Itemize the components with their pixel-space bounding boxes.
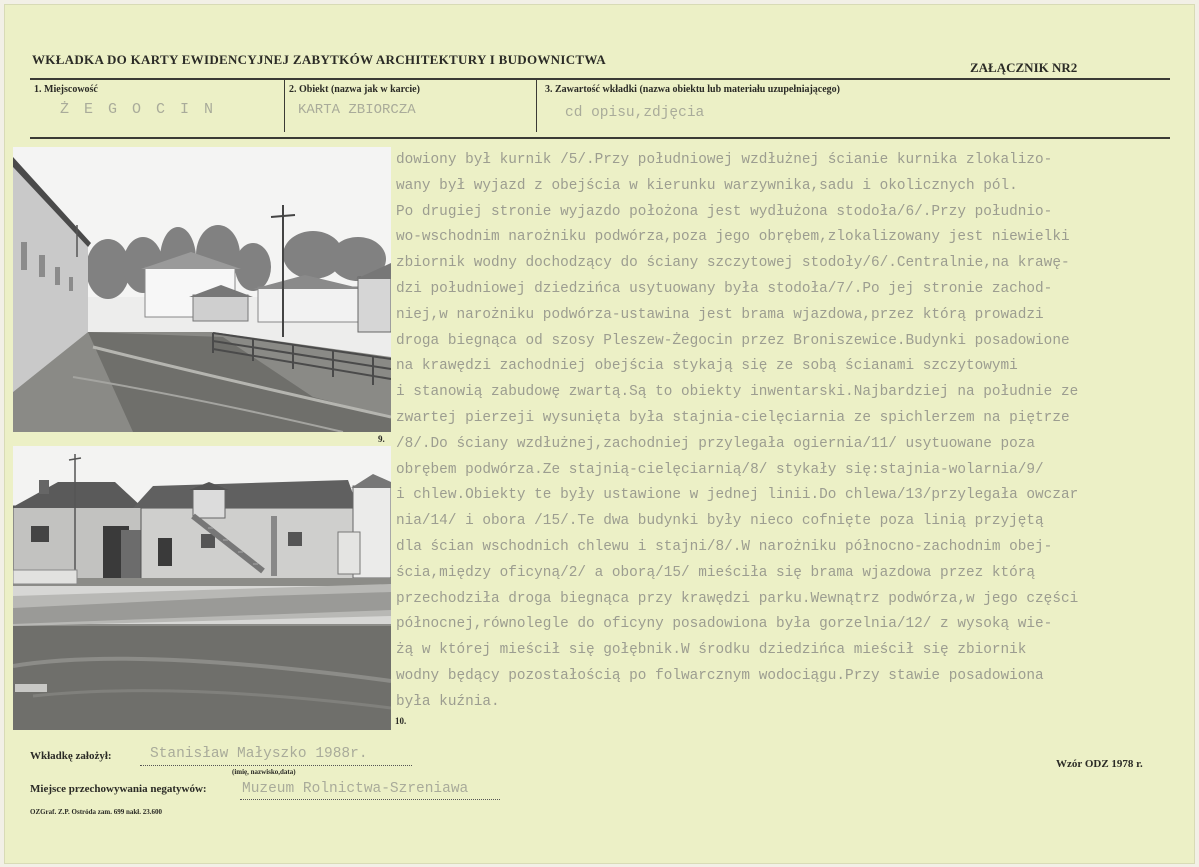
description-line: /8/.Do ściany wzdłużnej,zachodniej przylegała ogiernia/11/ usytuowane poza — [396, 435, 1036, 452]
description-line: obrębem podwórza.Ze stajnią-cielęciarnią/8/ stykały się:stajnia-wolarnia/9/ — [396, 461, 1044, 478]
photo-farm-courtyard — [13, 446, 391, 730]
description-line: wodny będący pozostałością po folwarcznym wodociągu.Przy stawie posadowiona — [396, 667, 1044, 684]
description-line: wany był wyjazd z obejścia w kierunku warzywnika,sadu i okolicznych pól. — [396, 177, 1018, 194]
field-divider-1 — [284, 80, 285, 132]
header-rule — [30, 78, 1170, 80]
description-line: ścia,między oficyną/2/ a oborą/15/ mieściła się brama wjazdowa przez którą — [396, 564, 1036, 581]
description-line: przechodziła droga biegnąca przy krawędzi parku.Wewnątrz podwórza,w jego części — [396, 590, 1079, 607]
description-line: i chlew.Obiekty te były ustawione w jednej linii.Do chlewa/13/przylegała owczar — [396, 487, 1079, 504]
description-line: zbiornik wodny dochodzący do ściany szczytowej stodoły/6/.Centralnie,na krawę- — [396, 255, 1070, 272]
description-line: dla ścian wschodnich chlewu i stajni/8/.W narożniku północno-zachodnim obej- — [396, 538, 1053, 555]
storage-dotted-line — [240, 798, 500, 800]
description-line: dowiony był kurnik /5/.Przy południowej wzdłużnej ścianie kurnika zlokalizo- — [396, 152, 1053, 168]
content-label: 3. Zawartość wkładki (nazwa obiektu lub materiału uzupełniającego) — [545, 84, 841, 95]
storage-value: Muzeum Rolnictwa-Szreniawa — [242, 781, 469, 797]
description-text — [396, 148, 1186, 716]
fields-rule — [30, 137, 1170, 139]
object-value: KARTA ZBIORCZA — [298, 102, 416, 118]
place-label: 1. Miejscowość — [34, 84, 98, 95]
print-info: OZGraf. Z.P. Ostróda zam. 699 nakł. 23.600 — [30, 808, 162, 816]
description-line: dzi południowej dziedzińca usytuowany była stodoła/7/.Po jej stronie zachod- — [396, 280, 1053, 297]
description-line: zwartej pierzeji wysunięta była stajnia-cielęciarnia ze spichlerzem na piętrze — [396, 409, 1070, 426]
object-label: 2. Obiekt (nazwa jak w karcie) — [289, 84, 420, 95]
description-line: i stanowią zabudowę zwartą.Są to obiekty inwentarski.Najbardziej na południe ze — [396, 384, 1079, 401]
field-divider-2 — [536, 80, 537, 132]
description-line: była kuźnia. — [396, 693, 500, 710]
content-value: cd opisu,zdjęcia — [565, 105, 705, 121]
annex-number: ZAŁĄCZNIK NR2 — [970, 60, 1078, 75]
author-label: Wkładkę założył: — [30, 750, 112, 762]
author-dotted-line — [140, 764, 412, 766]
description-line: Po drugiej stronie wyjazdo położona jest wydłużona stodoła/6/.Przy południo- — [396, 203, 1053, 220]
description-line: na krawędzi zachodniej obejścia stykają się ze sobą ścianami szczytowymi — [396, 358, 1018, 375]
author-hint: (imię, nazwisko,data) — [232, 768, 296, 776]
photo-2-number: 10. — [395, 716, 407, 726]
description-line: nia/14/ i obora /15/.Te dwa budynki były nieco cofnięte poza linią przyjętą — [396, 513, 1044, 530]
author-value: Stanisław Małyszko 1988r. — [150, 746, 368, 762]
form-title: WKŁADKA DO KARTY EWIDENCYJNEJ ZABYTKÓW ARCHITEKTURY I BUDOWNICTWA — [32, 52, 606, 67]
place-value: Ż E G O C I N — [60, 101, 217, 118]
photo-farm-road — [13, 147, 391, 432]
storage-label: Miejsce przechowywania negatywów: — [30, 783, 207, 795]
description-line: wo-wschodnim narożniku podwórza,poza jego obrębem,zlokalizowany jest niewielki — [396, 229, 1070, 246]
description-line: droga biegnąca od szosy Pleszew-Żegocin przez Broniszewice.Budynki posadowione — [396, 332, 1070, 349]
template-number: Wzór ODZ 1978 r. — [1056, 758, 1143, 770]
description-line: północnej,równolegle do oficyny posadowiona była gorzelnia/12/ z wysoką wie- — [396, 616, 1053, 633]
description-line: niej,w narożniku podwórza-ustawina jest brama wjazdowa,przez którą prowadzi — [396, 306, 1044, 323]
description-line: żą w której mieścił się gołębnik.W środku dziedzińca mieścił się zbiornik — [396, 642, 1027, 659]
photo-1-number: 9. — [378, 434, 385, 444]
